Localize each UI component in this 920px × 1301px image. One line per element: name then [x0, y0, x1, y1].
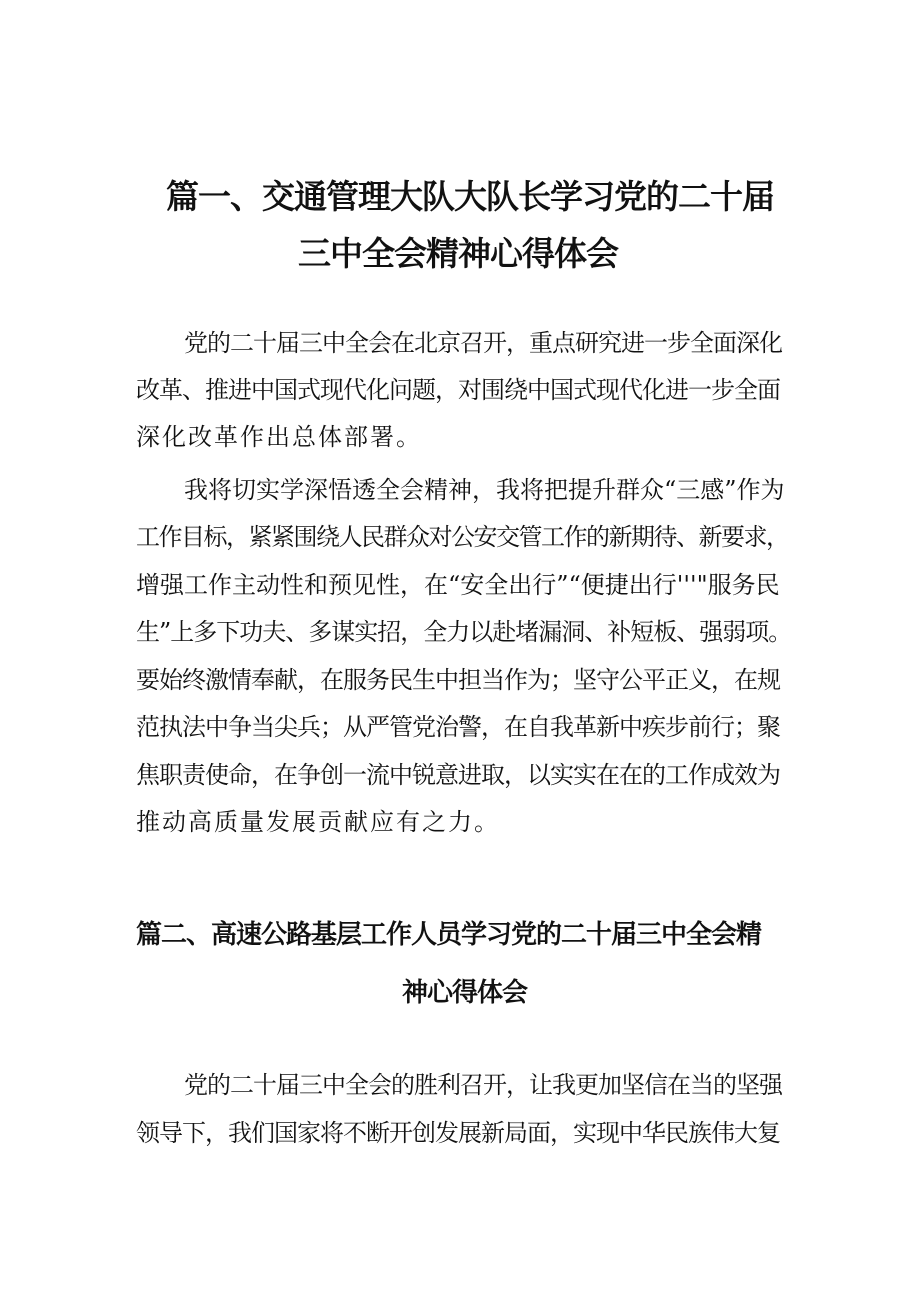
section-2-paragraph-1-line-2: 领导下，我们国家将不断开创发展新局面，实现中华民族伟大复: [136, 1119, 780, 1147]
section-1-paragraph-2-line-3: 增强工作主动性和预见性，在“安全出行”“便捷出行'''"服务民: [136, 571, 780, 599]
section-1-paragraph-2-line-5: 要始终激情奉献，在服务民生中担当作为；坚守公平正义，在规: [136, 666, 780, 694]
section-1-paragraph-2-line-1: 我将切实学深悟透全会精神，我将把提升群众“三感”作为: [184, 476, 785, 504]
section-1-paragraph-1-line-2: 改革、推进中国式现代化问题，对围绕中国式现代化进一步全面: [136, 376, 780, 404]
section-1-paragraph-2-line-7: 焦职责使命，在争创一流中锐意进取，以实实在在的工作成效为: [136, 761, 780, 789]
section-1-paragraph-2-line-8: 推动高质量发展贡献应有之力。: [136, 808, 500, 836]
section-1-paragraph-2-line-6: 范执法中争当尖兵；从严管党治警，在自我革新中疾步前行；聚: [136, 713, 780, 741]
section-2-title-line-1: 篇二、高速公路基层工作人员学习党的二十届三中全会精: [136, 920, 762, 950]
section-1-paragraph-1-line-3: 深化改革作出总体部署。: [136, 423, 422, 451]
section-1-title-line-2: 三中全会精神心得体会: [298, 234, 618, 273]
section-1-paragraph-2-line-2: 工作目标，紧紧围绕人民群众对公安交管工作的新期待、新要求，: [136, 523, 789, 551]
section-2-title-line-2: 神心得体会: [402, 978, 528, 1008]
section-1-title-line-1: 篇一、交通管理大队大队长学习党的二十届: [166, 177, 774, 216]
section-2-paragraph-1-line-1: 党的二十届三中全会的胜利召开，让我更加坚信在当的坚强: [184, 1071, 782, 1099]
section-1-paragraph-2-line-4: 生”上多下功夫、多谋实招，全力以赴堵漏洞、补短板、强弱项。: [136, 618, 791, 646]
section-1-paragraph-1-line-1: 党的二十届三中全会在北京召开，重点研究进一步全面深化: [184, 329, 782, 357]
